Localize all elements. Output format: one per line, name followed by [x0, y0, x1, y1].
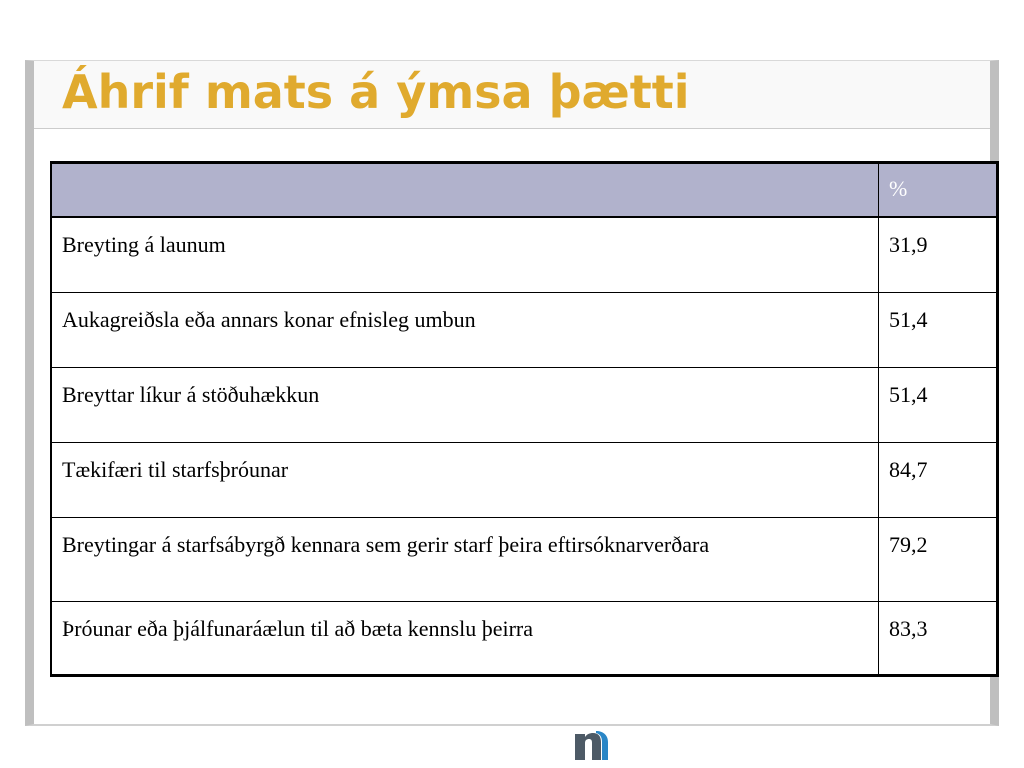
header-label-cell — [51, 163, 879, 218]
table-row — [51, 601, 998, 675]
row-label: Tækifæri til starfsþróunar — [51, 442, 879, 517]
table-row — [51, 517, 998, 601]
row-value: 83,3 — [879, 601, 998, 675]
n-logo-icon — [572, 728, 612, 764]
table-row — [51, 367, 998, 442]
table-row — [51, 442, 998, 517]
row-value: 31,9 — [879, 217, 998, 292]
table-header-row — [51, 163, 998, 218]
row-value: 79,2 — [879, 517, 998, 601]
row-value: 84,7 — [879, 442, 998, 517]
row-value: 51,4 — [879, 367, 998, 442]
row-label: Aukagreiðsla eða annars konar efnisleg umbun — [51, 292, 879, 367]
row-value: 51,4 — [879, 292, 998, 367]
header-percent-cell: % — [879, 163, 998, 218]
slide-title: Áhrif mats á ýmsa þætti — [62, 65, 690, 119]
table-row — [51, 217, 998, 292]
row-label: Breyting á launum — [51, 217, 879, 292]
table-row — [51, 292, 998, 367]
row-label: Breyttar líkur á stöðuhækkun — [51, 367, 879, 442]
row-label: Breytingar á starfsábyrgð kennara sem gerir starf þeira eftirsóknarverðara — [51, 517, 879, 601]
row-label: Þróunar eða þjálfunaráælun til að bæta kennslu þeirra — [51, 601, 879, 675]
results-table — [50, 161, 999, 677]
